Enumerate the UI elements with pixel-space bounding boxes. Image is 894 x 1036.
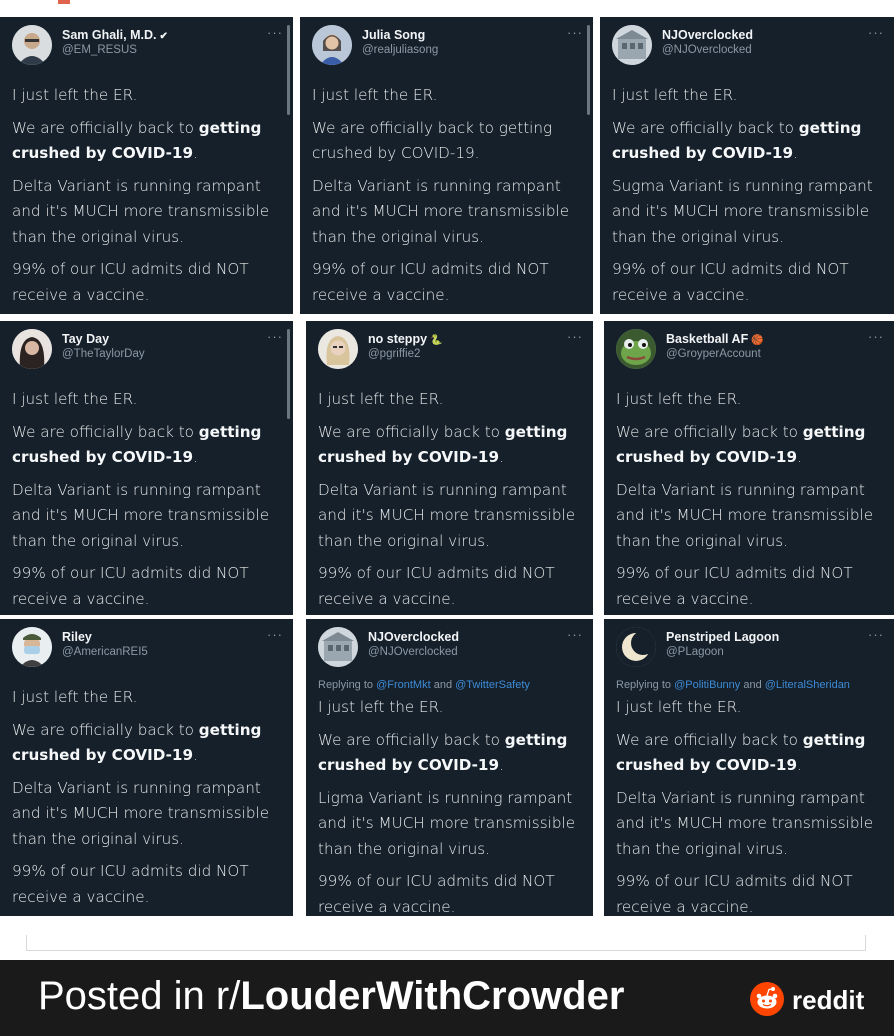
tweet-text-plain: We are officially back to: [616, 422, 803, 441]
tweet-paragraph: 99% of our ICU admits did NOT receive a vaccine.: [612, 260, 849, 304]
tweet-card[interactable]: [0, 17, 293, 314]
posted-prefix: Posted in r/: [38, 974, 241, 1018]
scrollbar[interactable]: [587, 25, 590, 115]
tweet-paragraph: 99% of our ICU admits did NOT receive a vaccine.: [318, 564, 555, 608]
top-strip: [0, 0, 894, 17]
display-name-text: Riley: [62, 630, 92, 644]
display-name[interactable]: [666, 630, 779, 644]
replying-to-line: [318, 679, 587, 691]
tweet-paragraph: 99% of our ICU admits did NOT receive a vaccine.: [12, 260, 249, 304]
tweet-text: [312, 83, 585, 314]
tweet-paragraph: 99% of our ICU admits did NOT receive a vaccine.: [312, 260, 549, 304]
tweet-paragraph: Delta Variant is running rampant and it's MUCH more transmissible than the original virus.: [616, 480, 874, 550]
tweet-paragraph: Delta Variant is running rampant and it's MUCH more transmissible than the original virus.: [12, 176, 270, 246]
tweet-text-bold: getting crushed by COVID-19: [12, 720, 262, 764]
display-name-text: Tay Day: [62, 332, 110, 346]
tweet-paragraph: Delta Variant is running rampant and it's MUCH more transmissible than the original virus.: [12, 480, 270, 550]
top-strip-mark: [58, 0, 70, 4]
tweet-text-plain: We are officially back to: [616, 730, 803, 749]
display-name-text: Penstriped Lagoon: [666, 630, 780, 644]
user-handle[interactable]: @EM_RESUS: [62, 44, 137, 56]
tweet-paragraph: I just left the ER.: [318, 698, 444, 716]
replying-to-line: [616, 679, 888, 691]
display-name[interactable]: [62, 630, 92, 644]
tweet-text: [318, 387, 585, 615]
subreddit-name[interactable]: LouderWithCrowder: [240, 974, 625, 1018]
user-handle[interactable]: @GroyperAccount: [666, 348, 761, 360]
tweet-text: [616, 695, 886, 916]
reply-mention-link[interactable]: @LiteralSheridan: [764, 679, 850, 691]
replying-to-and: and: [430, 679, 456, 691]
reddit-alien-icon: [750, 982, 784, 1016]
tweet-paragraph: Delta Variant is running rampant and it's MUCH more transmissible than the original virus.: [616, 788, 874, 858]
tweet-card[interactable]: [0, 321, 293, 615]
display-name[interactable]: [368, 332, 443, 346]
tweet-card[interactable]: [600, 17, 894, 314]
avatar[interactable]: [318, 329, 358, 369]
tweet-card[interactable]: [306, 321, 593, 615]
more-options-icon[interactable]: ···: [267, 329, 283, 344]
tweet-text-period: .: [193, 448, 198, 466]
avatar-image: [312, 25, 352, 65]
tweet-paragraph: Sugma Variant is running rampant and it's MUCH more transmissible than the original virus.: [612, 176, 873, 246]
tweet-card[interactable]: [300, 17, 593, 314]
tweet-paragraph: I just left the ER.: [12, 688, 138, 706]
tweet-paragraph: Delta Variant is running rampant and it's MUCH more transmissible than the original virus.: [312, 176, 570, 246]
display-name[interactable]: [666, 332, 764, 346]
tweet-text-plain: We are officially back to: [318, 422, 505, 441]
tweet-header: [312, 25, 583, 69]
avatar-image: [612, 25, 652, 65]
tweet-text-plain: We are officially back to: [12, 422, 199, 441]
tweet-header: [612, 25, 884, 69]
avatar-image: [616, 329, 656, 369]
avatar-image: [616, 627, 656, 667]
tweet-paragraph: Ligma Variant is running rampant and it's MUCH more transmissible than the original virus.: [318, 788, 576, 858]
tweet-text-bold: getting crushed by COVID-19: [318, 730, 568, 774]
replying-to-prefix: Replying to: [616, 679, 675, 691]
display-name[interactable]: [368, 630, 459, 644]
more-options-icon[interactable]: ···: [267, 627, 283, 642]
tweet-text: [12, 685, 285, 916]
tweet-header: [616, 329, 884, 373]
tweet-text-bold: getting crushed by COVID-19: [12, 422, 262, 466]
more-options-icon[interactable]: ···: [868, 329, 884, 344]
more-options-icon[interactable]: ···: [267, 25, 283, 40]
tweet-paragraph: 99% of our ICU admits did NOT receive a vaccine.: [616, 564, 853, 608]
tweet-text: [616, 387, 886, 615]
tweet-paragraph: Delta Variant is running rampant and it's MUCH more transmissible than the original virus.: [12, 778, 270, 848]
tweet-header: [12, 627, 283, 671]
tweet-paragraph: [318, 728, 585, 779]
tweet-card[interactable]: [604, 321, 894, 615]
avatar-image: [12, 329, 52, 369]
tweet-text-period: .: [193, 746, 198, 764]
tweet-paragraph: [12, 718, 285, 769]
tweet-text-bold: getting crushed by COVID-19: [612, 118, 862, 162]
user-handle[interactable]: @PLagoon: [666, 646, 724, 658]
tweet-text-period: .: [797, 756, 802, 774]
tweet-text-period: .: [499, 448, 504, 466]
display-name-text: Basketball AF: [666, 332, 749, 346]
tweet-paragraph: 99% of our ICU admits did NOT receive a vaccine.: [616, 872, 853, 916]
display-name[interactable]: [62, 332, 109, 346]
tweet-header: [12, 25, 283, 69]
tweet-text-plain: We are officially back to: [12, 720, 199, 739]
tweet-card[interactable]: [306, 619, 593, 916]
tweet-text: [318, 695, 585, 916]
display-name[interactable]: [662, 28, 753, 42]
tweet-paragraph: I just left the ER.: [312, 86, 438, 104]
avatar[interactable]: [12, 627, 52, 667]
tweet-paragraph: [12, 420, 285, 471]
tweet-paragraph: I just left the ER.: [12, 86, 138, 104]
tweet-paragraph: We are officially back to getting crushed by COVID-19.: [312, 118, 553, 162]
tweet-paragraph: [616, 728, 886, 779]
display-name-text: no steppy: [368, 332, 428, 346]
tweet-text-bold: getting crushed by COVID-19: [616, 730, 866, 774]
display-name[interactable]: [362, 28, 425, 42]
tweet-text-plain: We are officially back to: [612, 118, 799, 137]
avatar-image: [318, 329, 358, 369]
name-badge-icon: 🐍: [430, 335, 443, 346]
tweet-collage: [0, 17, 894, 916]
avatar-image: [318, 627, 358, 667]
reply-mention-link[interactable]: @TwitterSafety: [455, 679, 530, 691]
tweet-paragraph: I just left the ER.: [12, 390, 138, 408]
avatar[interactable]: [12, 329, 52, 369]
tweet-text-plain: We are officially back to: [12, 118, 199, 137]
tweet-header: [318, 627, 583, 671]
tweet-paragraph: 99% of our ICU admits did NOT receive a vaccine.: [12, 564, 249, 608]
tweet-text-bold: getting crushed by COVID-19: [616, 422, 866, 466]
tweet-text-period: .: [793, 144, 798, 162]
display-name-text: NJOverclocked: [662, 28, 754, 42]
user-handle[interactable]: @pgriffie2: [368, 348, 421, 360]
tweet-paragraph: I just left the ER.: [616, 390, 742, 408]
tweet-text: [12, 387, 285, 615]
more-options-icon[interactable]: ···: [868, 627, 884, 642]
tweet-paragraph: I just left the ER.: [318, 390, 444, 408]
tweet-text: [12, 83, 285, 314]
tweet-text-period: .: [193, 144, 198, 162]
avatar[interactable]: [616, 329, 656, 369]
user-handle[interactable]: @TheTaylorDay: [62, 348, 145, 360]
tweet-paragraph: [612, 116, 886, 167]
tweet-header: [318, 329, 583, 373]
replying-to-and: and: [740, 679, 765, 691]
reddit-wordmark: reddit: [792, 985, 865, 1015]
tweet-paragraph: [318, 420, 585, 471]
tweet-text-period: .: [499, 756, 504, 774]
display-name-text: NJOverclocked: [368, 630, 460, 644]
tweet-card[interactable]: [0, 619, 293, 916]
tweet-paragraph: [616, 420, 886, 471]
user-handle[interactable]: @NJOverclocked: [368, 646, 458, 658]
tweet-header: [12, 329, 283, 373]
tweet-paragraph: I just left the ER.: [616, 698, 742, 716]
name-badge-icon: ✔: [159, 31, 168, 42]
tweet-text: [612, 83, 886, 314]
scrollbar[interactable]: [287, 25, 290, 115]
more-options-icon[interactable]: ···: [868, 25, 884, 40]
avatar[interactable]: [312, 25, 352, 65]
replying-to-prefix: Replying to: [318, 679, 377, 691]
tweet-text-bold: getting crushed by COVID-19: [318, 422, 568, 466]
scrollbar[interactable]: [287, 329, 290, 419]
tweet-paragraph: 99% of our ICU admits did NOT receive a vaccine.: [12, 862, 249, 906]
tweet-header: [616, 627, 884, 671]
reply-mention-link[interactable]: @PolitiBunny: [674, 679, 741, 691]
more-options-icon[interactable]: ···: [567, 627, 583, 642]
display-name[interactable]: [62, 28, 168, 42]
avatar[interactable]: [12, 25, 52, 65]
tweet-text-period: .: [797, 448, 802, 466]
more-options-icon[interactable]: ···: [567, 25, 583, 40]
user-handle[interactable]: @realjuliasong: [362, 44, 439, 56]
name-badge-icon: 🏀: [751, 335, 764, 346]
tweet-paragraph: 99% of our ICU admits did NOT receive a vaccine.: [318, 872, 555, 916]
tweet-text-bold: getting crushed by COVID-19: [12, 118, 262, 162]
user-handle[interactable]: @NJOverclocked: [662, 44, 752, 56]
tweet-paragraph: Delta Variant is running rampant and it's MUCH more transmissible than the original virus.: [318, 480, 576, 550]
collage-frame-edge: [26, 935, 866, 951]
user-handle[interactable]: @AmericanREI5: [62, 646, 148, 658]
display-name-text: Julia Song: [362, 28, 426, 42]
reply-mention-link[interactable]: @FrontMkt: [376, 679, 431, 691]
avatar[interactable]: [616, 627, 656, 667]
avatar[interactable]: [318, 627, 358, 667]
avatar-image: [12, 627, 52, 667]
posted-in-label: [38, 974, 624, 1019]
tweet-text-plain: We are officially back to: [318, 730, 505, 749]
display-name-text: Sam Ghali, M.D.: [62, 28, 157, 42]
more-options-icon[interactable]: ···: [567, 329, 583, 344]
avatar[interactable]: [612, 25, 652, 65]
tweet-card[interactable]: [604, 619, 894, 916]
tweet-paragraph: I just left the ER.: [612, 86, 738, 104]
avatar-image: [12, 25, 52, 65]
tweet-paragraph: [12, 116, 285, 167]
reddit-footer-bar: [0, 960, 894, 1036]
